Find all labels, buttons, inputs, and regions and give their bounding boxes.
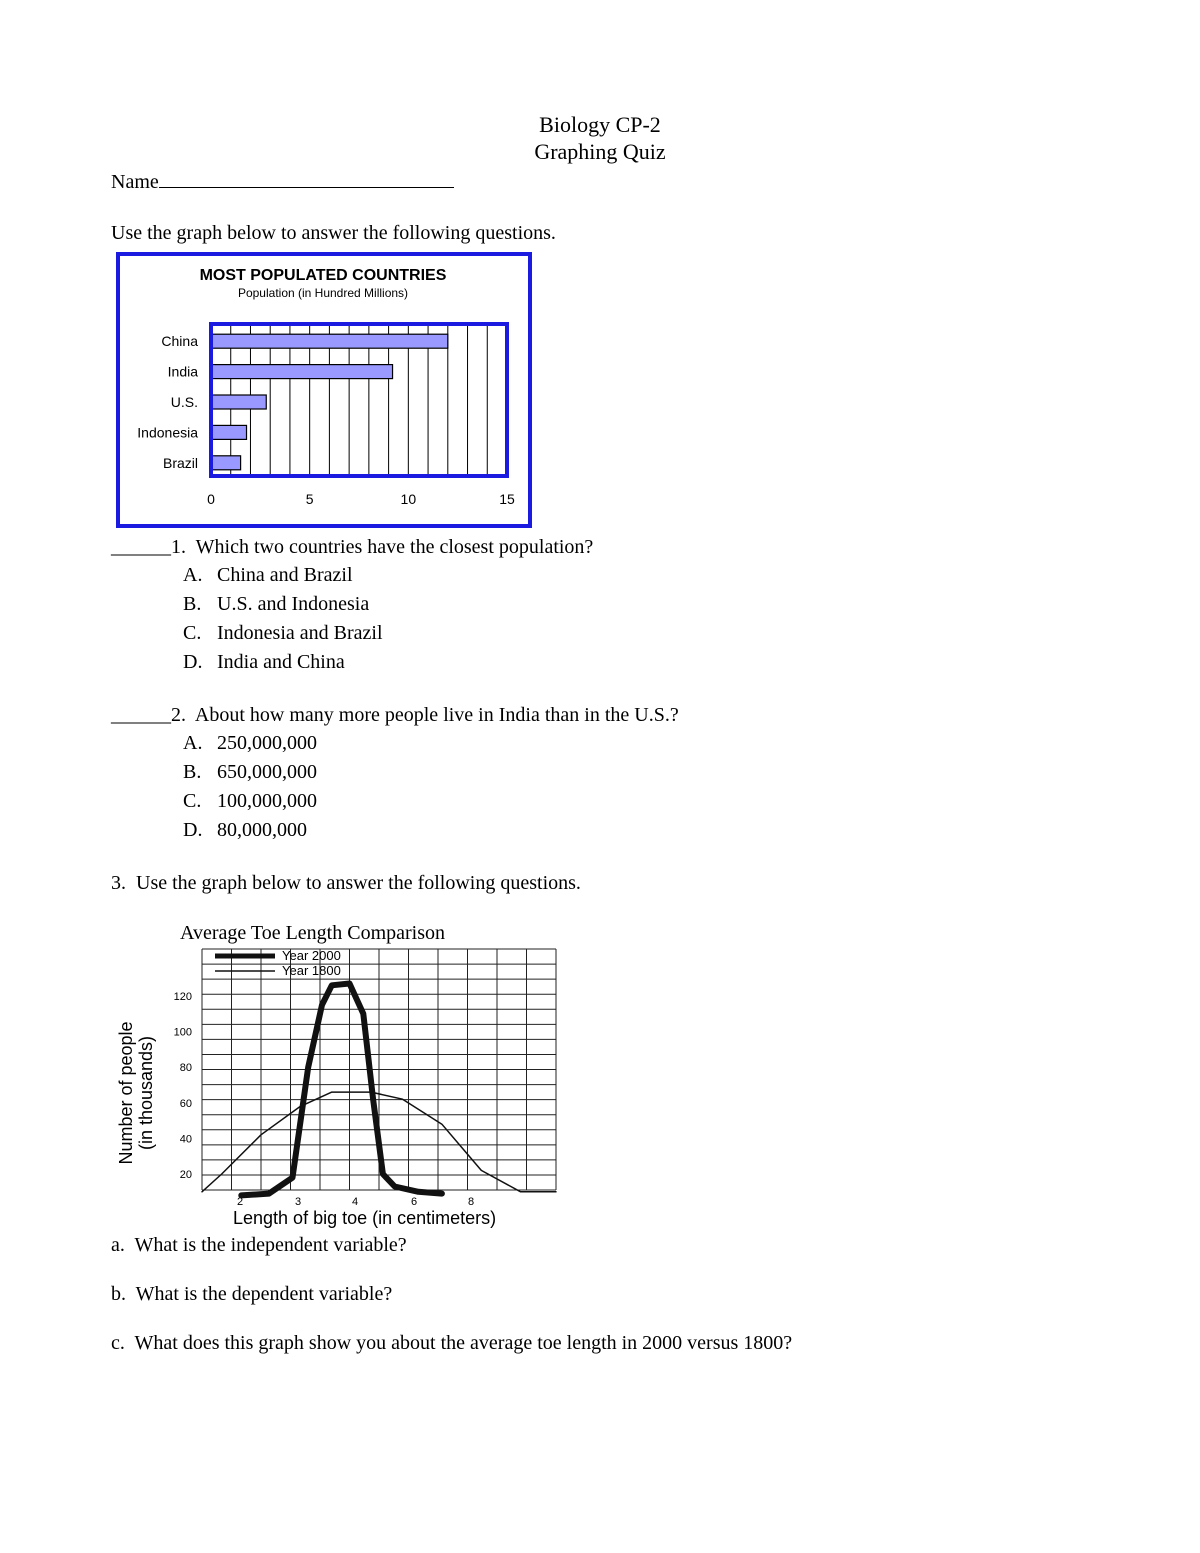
chart-title: Average Toe Length Comparison — [180, 922, 446, 944]
chart-legend — [215, 948, 341, 978]
x-tick-label: 3 — [294, 1196, 302, 1208]
y-axis-label-line2: (in thousands) — [136, 1035, 156, 1151]
category-label: India — [167, 363, 198, 380]
q3-part-a: a. What is the independent variable? — [111, 1234, 407, 1256]
chart-title: MOST POPULATED COUNTRIES — [199, 267, 447, 284]
section1-instruction: Use the graph below to answer the following questions. — [111, 222, 556, 244]
q2-option-a[interactable]: A. 250,000,000 — [183, 732, 317, 754]
x-tick-label: 4 — [351, 1196, 359, 1208]
name-blank[interactable] — [159, 169, 454, 188]
name-line — [111, 169, 454, 194]
q2-option-c[interactable]: C. 100,000,000 — [183, 790, 317, 812]
category-label: Indonesia — [137, 424, 198, 441]
q2-answer-blank[interactable]: ______ — [111, 704, 171, 726]
y-tick-label: 120 — [173, 991, 192, 1003]
category-label: Brazil — [162, 454, 198, 471]
name-label: Name — [111, 171, 159, 193]
bar-india — [211, 365, 393, 379]
population-bar-chart — [116, 252, 534, 530]
legend-label-2000: Year 2000 — [282, 948, 341, 963]
x-tick-label: 2 — [236, 1196, 244, 1208]
x-tick-label: 15 — [499, 491, 515, 507]
quiz-title: Graphing Quiz — [534, 139, 666, 164]
category-label: U.S. — [170, 394, 198, 410]
series-line-year-2000 — [241, 984, 442, 1196]
x-tick-label: 10 — [400, 491, 417, 507]
x-tick-label: 0 — [207, 491, 215, 507]
y-tick-label: 60 — [179, 1097, 192, 1110]
toe-length-line-chart — [110, 918, 570, 1230]
q2-text: About how many more people live in India than in the U.S.? — [194, 704, 679, 726]
question-2 — [111, 704, 679, 727]
q2-option-b[interactable]: B. 650,000,000 — [183, 761, 317, 783]
y-axis-label-line1: Number of people — [116, 1021, 136, 1165]
q1-options — [183, 564, 383, 680]
q3-part-b: b. What is the dependent variable? — [111, 1283, 393, 1305]
y-tick-label: 80 — [179, 1062, 192, 1075]
question-1 — [111, 536, 593, 559]
q1-option-d[interactable]: D. India and China — [183, 651, 345, 673]
question-3 — [111, 872, 581, 895]
bar-china — [211, 334, 448, 348]
q3-parts — [111, 1234, 792, 1381]
q1-answer-blank[interactable]: ______ — [111, 536, 171, 558]
q1-text: Which two countries have the closest population? — [195, 536, 594, 558]
q1-option-c[interactable]: C. Indonesia and Brazil — [183, 622, 383, 644]
course-title: Biology CP-2 — [539, 112, 661, 137]
bar-brazil — [211, 456, 241, 470]
x-axis-label: Length of big toe (in centimeters) — [233, 1208, 497, 1228]
y-axis-label — [116, 1021, 156, 1164]
q1-option-b[interactable]: B. U.S. and Indonesia — [183, 593, 370, 615]
y-tick-label: 20 — [179, 1169, 192, 1181]
chart-subtitle: Population (in Hundred Millions) — [237, 286, 409, 300]
y-tick-label: 40 — [179, 1133, 192, 1146]
x-tick-label: 8 — [467, 1196, 475, 1208]
x-tick-label: 6 — [410, 1196, 418, 1208]
line-chart-x-tick-labels — [237, 1196, 474, 1208]
legend-label-1800: Year 1800 — [282, 963, 341, 978]
bar-indonesia — [211, 425, 247, 439]
q1-number: 1. — [171, 536, 186, 558]
q2-number: 2. — [171, 704, 186, 726]
q3-number: 3. — [111, 872, 126, 894]
category-label: China — [161, 333, 198, 350]
q2-option-d[interactable]: D. 80,000,000 — [183, 819, 307, 841]
q3-part-c: c. What does this graph show you about the average toe length in 2000 versus 1800? — [111, 1332, 793, 1354]
line-chart-y-tick-labels — [174, 991, 192, 1181]
q2-options — [183, 732, 317, 848]
q1-option-a[interactable]: A. China and Brazil — [183, 564, 353, 586]
x-tick-label: 5 — [305, 491, 314, 507]
q3-text: Use the graph below to answer the following questions. — [136, 872, 581, 894]
y-tick-label: 100 — [173, 1026, 192, 1039]
bar-us — [211, 395, 266, 409]
